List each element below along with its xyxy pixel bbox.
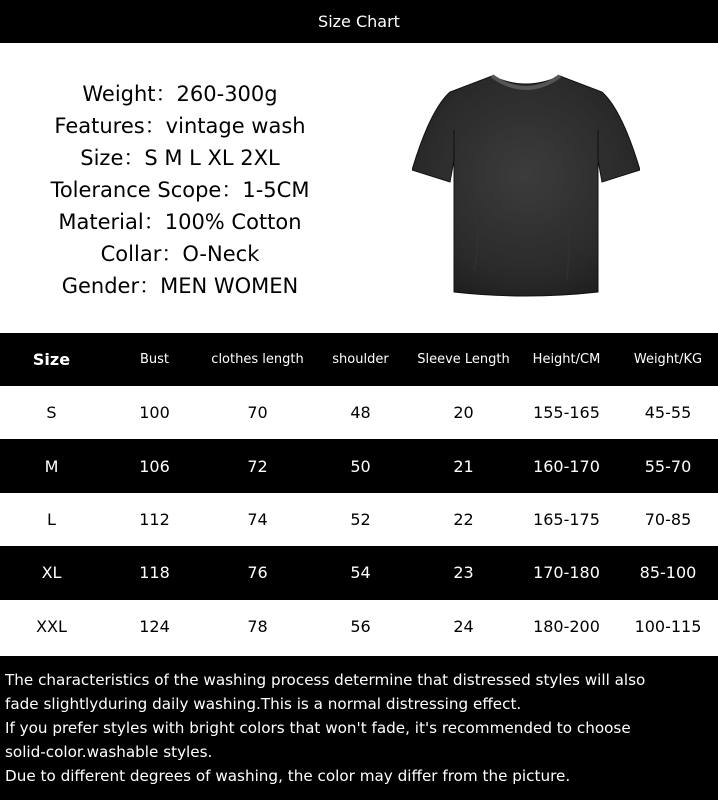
column-header-size: Size — [32, 350, 71, 369]
size-table — [0, 333, 718, 653]
spec-gender: Gender：MEN WOMEN — [61, 274, 299, 298]
table-cell: L — [47, 509, 56, 529]
table-header-row — [0, 333, 718, 386]
spec-collar: Collar：O-Neck — [100, 242, 260, 266]
spec-weight: Weight：260-300g — [82, 82, 278, 106]
product-specs — [30, 78, 330, 302]
column-header-clothes-length: clothes length — [211, 352, 304, 367]
washing-notes — [0, 656, 718, 800]
table-cell: 70-85 — [644, 509, 692, 529]
note-line: The characteristics of the washing process determine that distressed styles will also — [5, 671, 646, 689]
spec-features: Features：vintage wash — [54, 114, 306, 138]
table-cell: 55-70 — [644, 456, 692, 476]
table-row — [0, 600, 718, 653]
table-cell: 45-55 — [644, 403, 692, 423]
table-row — [0, 386, 718, 439]
table-cell: 24 — [453, 616, 474, 636]
table-cell: 170-180 — [533, 563, 600, 583]
table-cell: 23 — [453, 563, 474, 583]
spec-material: Material：100% Cotton — [58, 210, 302, 234]
table-row — [0, 439, 718, 492]
table-cell: 74 — [247, 509, 268, 529]
column-header-bust: Bust — [139, 352, 170, 367]
column-header-shoulder: shoulder — [332, 352, 389, 367]
spec-tolerance: Tolerance Scope：1-5CM — [50, 178, 310, 202]
table-cell: 21 — [453, 456, 474, 476]
table-cell: 85-100 — [639, 563, 697, 583]
table-cell: 70 — [247, 403, 268, 423]
table-cell: S — [46, 403, 57, 423]
title-bar — [0, 0, 718, 43]
table-cell: 20 — [453, 403, 474, 423]
table-cell: XXL — [36, 616, 67, 636]
table-cell: 22 — [453, 509, 474, 529]
table-cell: 78 — [247, 616, 268, 636]
note-line: If you prefer styles with bright colors that won't fade, it's recommended to choose — [5, 719, 631, 737]
table-cell: XL — [41, 563, 62, 583]
table-cell: M — [44, 456, 59, 476]
table-cell: 52 — [350, 509, 371, 529]
table-cell: 54 — [350, 563, 371, 583]
table-cell: 106 — [139, 456, 170, 476]
table-cell: 50 — [350, 456, 371, 476]
table-cell: 48 — [350, 403, 371, 423]
column-header-sleeve-length: Sleeve Length — [417, 352, 510, 367]
note-line: Due to different degrees of washing, the color may differ from the picture. — [5, 767, 571, 785]
table-row — [0, 493, 718, 546]
page-title: Size Chart — [318, 12, 400, 31]
table-cell: 155-165 — [533, 403, 600, 423]
table-cell: 56 — [350, 616, 371, 636]
table-cell: 180-200 — [533, 616, 600, 636]
column-header-height: Height/CM — [532, 352, 601, 367]
column-header-weight: Weight/KG — [633, 352, 703, 367]
table-cell: 160-170 — [533, 456, 600, 476]
tshirt-icon — [412, 70, 640, 300]
table-cell: 118 — [139, 563, 170, 583]
note-line: fade slightlyduring daily washing.This is a normal distressing effect. — [5, 695, 522, 713]
table-cell: 72 — [247, 456, 268, 476]
table-cell: 124 — [139, 616, 170, 636]
table-cell: 100 — [139, 403, 170, 423]
table-row — [0, 546, 718, 599]
table-cell: 100-115 — [634, 616, 702, 636]
table-cell: 76 — [247, 563, 268, 583]
spec-size: Size：S M L XL 2XL — [80, 146, 280, 170]
table-cell: 112 — [139, 509, 170, 529]
note-line: solid-color.washable styles. — [5, 743, 213, 761]
table-cell: 165-175 — [533, 509, 600, 529]
